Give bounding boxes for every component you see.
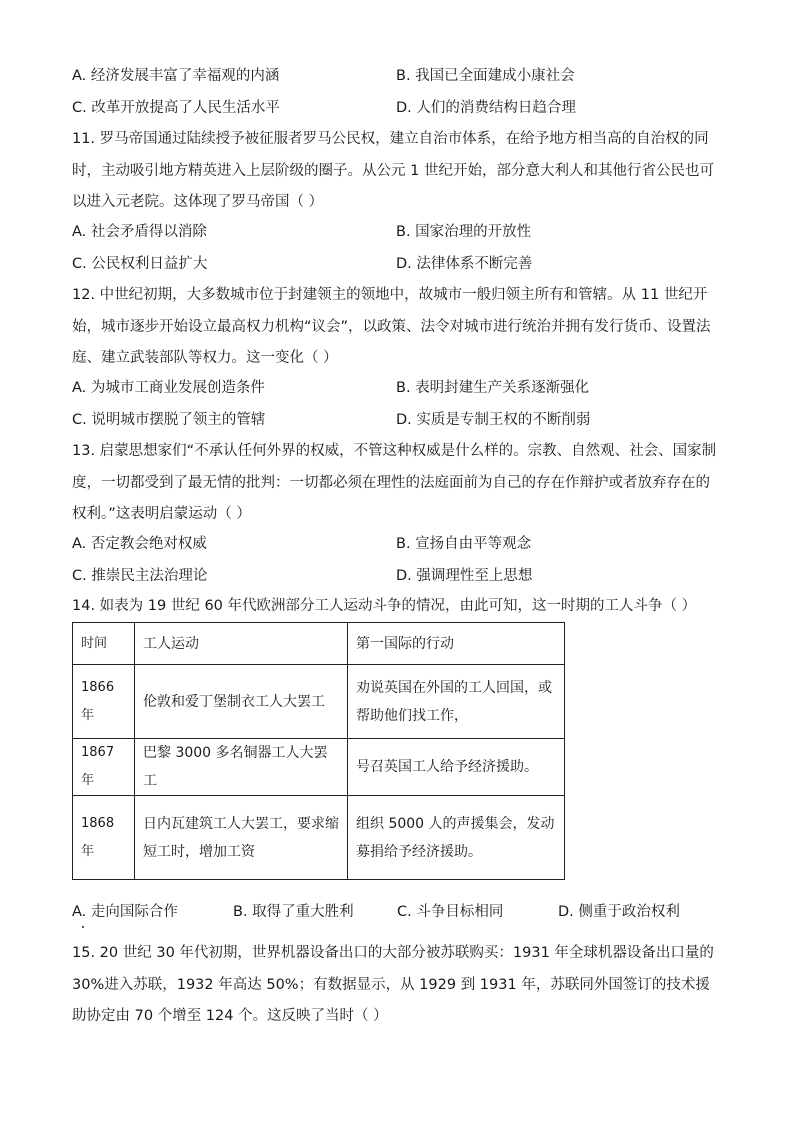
q12-option-c: C. 说明城市摆脱了领主的管辖 <box>72 412 266 428</box>
q13-option-c: C. 推崇民主法治理论 <box>72 568 208 584</box>
q12-option-d: D. 实质是专制王权的不断削弱 <box>396 412 591 428</box>
table-header-cell: 第一国际的行动 <box>348 623 565 665</box>
table-row <box>73 665 565 739</box>
q12-option-b: B. 表明封建生产关系逐渐强化 <box>396 380 590 396</box>
q10-option-d: D. 人们的消费结构日趋合理 <box>396 100 576 116</box>
q10-option-b: B. 我国已全面建成小康社会 <box>396 68 575 84</box>
table-row <box>73 739 565 796</box>
q11-option-a: A. 社会矛盾得以消除 <box>72 224 207 240</box>
table-cell: 1866 年 <box>73 665 135 739</box>
q14-stem: 14. 如表为 19 世纪 60 年代欧洲部分工人运动斗争的情况，由此可知，这一时期的工人斗争（ ） <box>72 598 697 614</box>
q11-option-b: B. 国家治理的开放性 <box>396 224 532 240</box>
table-header-cell: 时间 <box>73 623 135 665</box>
q10-option-c: C. 改革开放提高了人民生活水平 <box>72 100 280 116</box>
table-cell: 1867 年 <box>73 739 135 796</box>
table-cell: 号召英国工人给予经济援助。 <box>348 739 565 796</box>
q14-option-a: A. 走向国际合作 <box>72 904 178 920</box>
table-row <box>73 796 565 880</box>
q14-option-c: C. 斗争目标相同 <box>397 904 504 920</box>
q10-option-a: A. 经济发展丰富了幸福观的内涵 <box>72 68 280 84</box>
q13-stem: 13. 启蒙思想家们“不承认任何外界的权威，不管这种权威是什么样的。宗教、自然观、社会、国家制度，一切都受到了最无情的批判：一切都必须在理性的法庭面前为自己的存在作辩护或者放弃存在的权利。”这表明启蒙运动（ ） <box>72 443 717 522</box>
table-cell: 组织 5000 人的声援集会，发动募捐给予经济援助。 <box>348 796 565 880</box>
table-header-row <box>73 623 565 665</box>
q11-option-c: C. 公民权利日益扩大 <box>72 256 208 272</box>
q13-option-b: B. 宣扬自由平等观念 <box>396 536 532 552</box>
stray-dot-mark <box>82 926 84 928</box>
q14-table <box>72 622 565 880</box>
table-cell: 伦敦和爱丁堡制衣工人大罢工 <box>135 665 348 739</box>
q12-option-a: A. 为城市工商业发展创造条件 <box>72 380 265 396</box>
q13-option-a: A. 否定教会绝对权威 <box>72 536 207 552</box>
q14-option-d: D. 侧重于政治权利 <box>558 904 680 920</box>
q13-option-d: D. 强调理性至上思想 <box>396 568 533 584</box>
table-header-cell: 工人运动 <box>135 623 348 665</box>
q11-stem: 11. 罗马帝国通过陆续授予被征服者罗马公民权，建立自治市体系，在给予地方相当高的自治权的同时，主动吸引地方精英进入上层阶级的圈子。从公元 1 世纪开始，部分意大利人和其他行省公民也可以进入元老院。这体现了罗马帝国（ ） <box>72 131 714 210</box>
q14-option-b: B. 取得了重大胜利 <box>233 904 354 920</box>
q15-stem: 15. 20 世纪 30 年代初期，世界机器设备出口的大部分被苏联购买：1931 年全球机器设备出口量的 30%进入苏联，1932 年高达 50%；有数据显示，从 1929 到 1931 年，苏联同外国签订的技术援助协定由 70 个增至 124 个。这反映了当时（ ） <box>72 945 714 1024</box>
table-cell: 1868 年 <box>73 796 135 880</box>
q11-option-d: D. 法律体系不断完善 <box>396 256 533 272</box>
q12-stem: 12. 中世纪初期，大多数城市位于封建领主的领地中，故城市一般归领主所有和管辖。从 11 世纪开始，城市逐步开始设立最高权力机构“议会”，以政策、法令对城市进行统治并拥有发行货币、设置法庭、建立武装部队等权力。这一变化（ ） <box>72 287 711 366</box>
table-cell: 日内瓦建筑工人大罢工，要求缩短工时，增加工资 <box>135 796 348 880</box>
table-cell: 巴黎 3000 多名铜器工人大罢工 <box>135 739 348 796</box>
table-cell: 劝说英国在外国的工人回国，或帮助他们找工作， <box>348 665 565 739</box>
